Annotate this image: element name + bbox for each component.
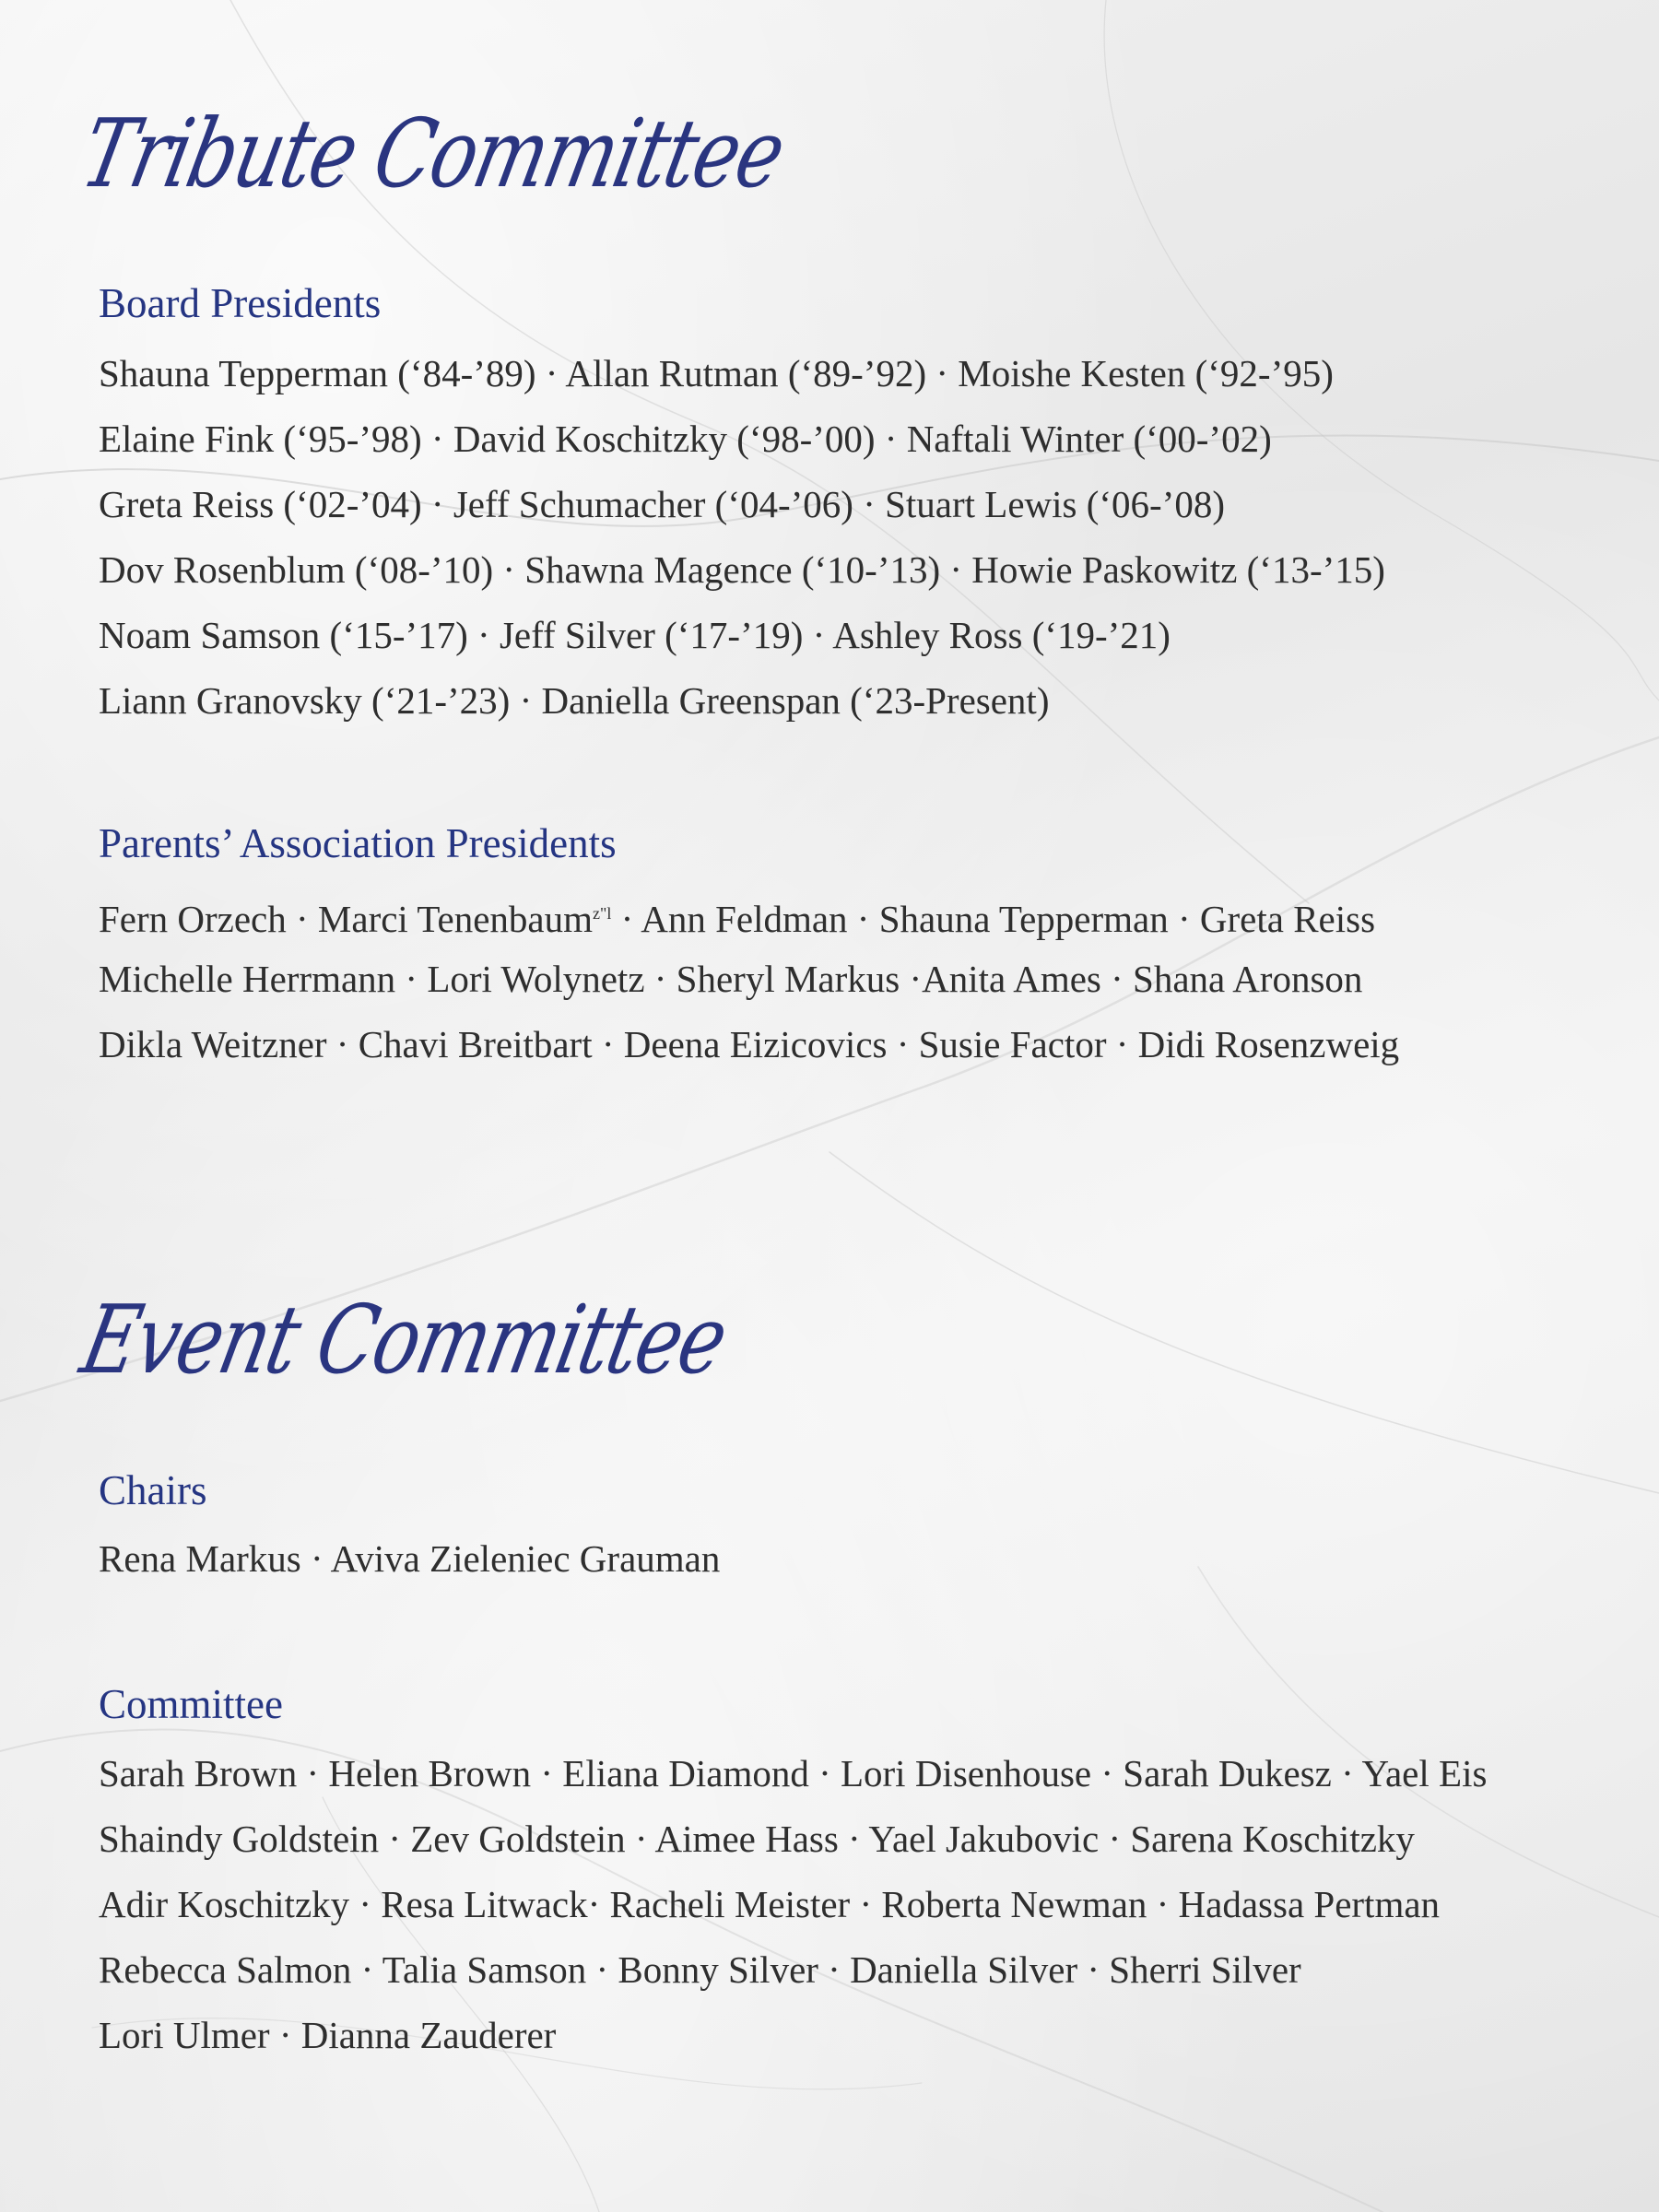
chairs-heading: Chairs [99, 1467, 207, 1513]
parents-association-line-start: Fern Orzech · Marci Tenenbaum [99, 898, 593, 940]
committee-list [99, 1741, 1487, 2068]
board-presidents-line: Shauna Tepperman (‘84-’89) · Allan Rutman (‘89-’92) · Moishe Kesten (‘92-’95) [99, 352, 1334, 394]
parents-association-heading: Parents’ Association Presidents [99, 820, 617, 866]
committee-heading: Committee [99, 1681, 283, 1727]
committee-line: Rebecca Salmon · Talia Samson · Bonny Silver · Daniella Silver · Sherri Silver [99, 1948, 1301, 1991]
parents-association-list [99, 881, 1399, 1077]
committee-line: Lori Ulmer · Dianna Zauderer [99, 2014, 557, 2056]
board-presidents-list [99, 341, 1385, 734]
memorial-superscript: z"l [592, 904, 612, 923]
parents-association-line: Dikla Weitzner · Chavi Breitbart · Deena Eizicovics · Susie Factor · Didi Rosenzweig [99, 1023, 1400, 1065]
board-presidents-line: Liann Granovsky (‘21-’23) · Daniella Greenspan (‘23-Present) [99, 679, 1050, 722]
event-committee-title: Event Committee [72, 1286, 735, 1395]
committee-line: Shaindy Goldstein · Zev Goldstein · Aimee Hass · Yael Jakubovic · Sarena Koschitzky [99, 1818, 1415, 1860]
parents-association-line-end: · Ann Feldman · Shauna Tepperman · Greta Reiss [611, 898, 1376, 940]
chairs-line: Rena Markus · Aviva Zieleniec Grauman [99, 1537, 721, 1580]
parents-association-line [99, 881, 1399, 947]
committee-line: Sarah Brown · Helen Brown · Eliana Diamond · Lori Disenhouse · Sarah Dukesz · Yael Eis [99, 1752, 1488, 1794]
tribute-committee-title: Tribute Committee [72, 100, 793, 209]
chairs-list [99, 1526, 720, 1592]
board-presidents-line: Greta Reiss (‘02-’04) · Jeff Schumacher (‘04-’06) · Stuart Lewis (‘06-’08) [99, 483, 1225, 525]
board-presidents-line: Noam Samson (‘15-’17) · Jeff Silver (‘17-’19) · Ashley Ross (‘19-’21) [99, 614, 1171, 656]
board-presidents-heading: Board Presidents [99, 280, 382, 326]
parents-association-line: Michelle Herrmann · Lori Wolynetz · Sheryl Markus ·Anita Ames · Shana Aronson [99, 958, 1363, 1000]
board-presidents-line: Dov Rosenblum (‘08-’10) · Shawna Magence (‘10-’13) · Howie Paskowitz (‘13-’15) [99, 548, 1385, 591]
board-presidents-line: Elaine Fink (‘95-’98) · David Koschitzky (‘98-’00) · Naftali Winter (‘00-’02) [99, 418, 1272, 460]
committee-line: Adir Koschitzky · Resa Litwack· Racheli Meister · Roberta Newman · Hadassa Pertman [99, 1883, 1441, 1925]
